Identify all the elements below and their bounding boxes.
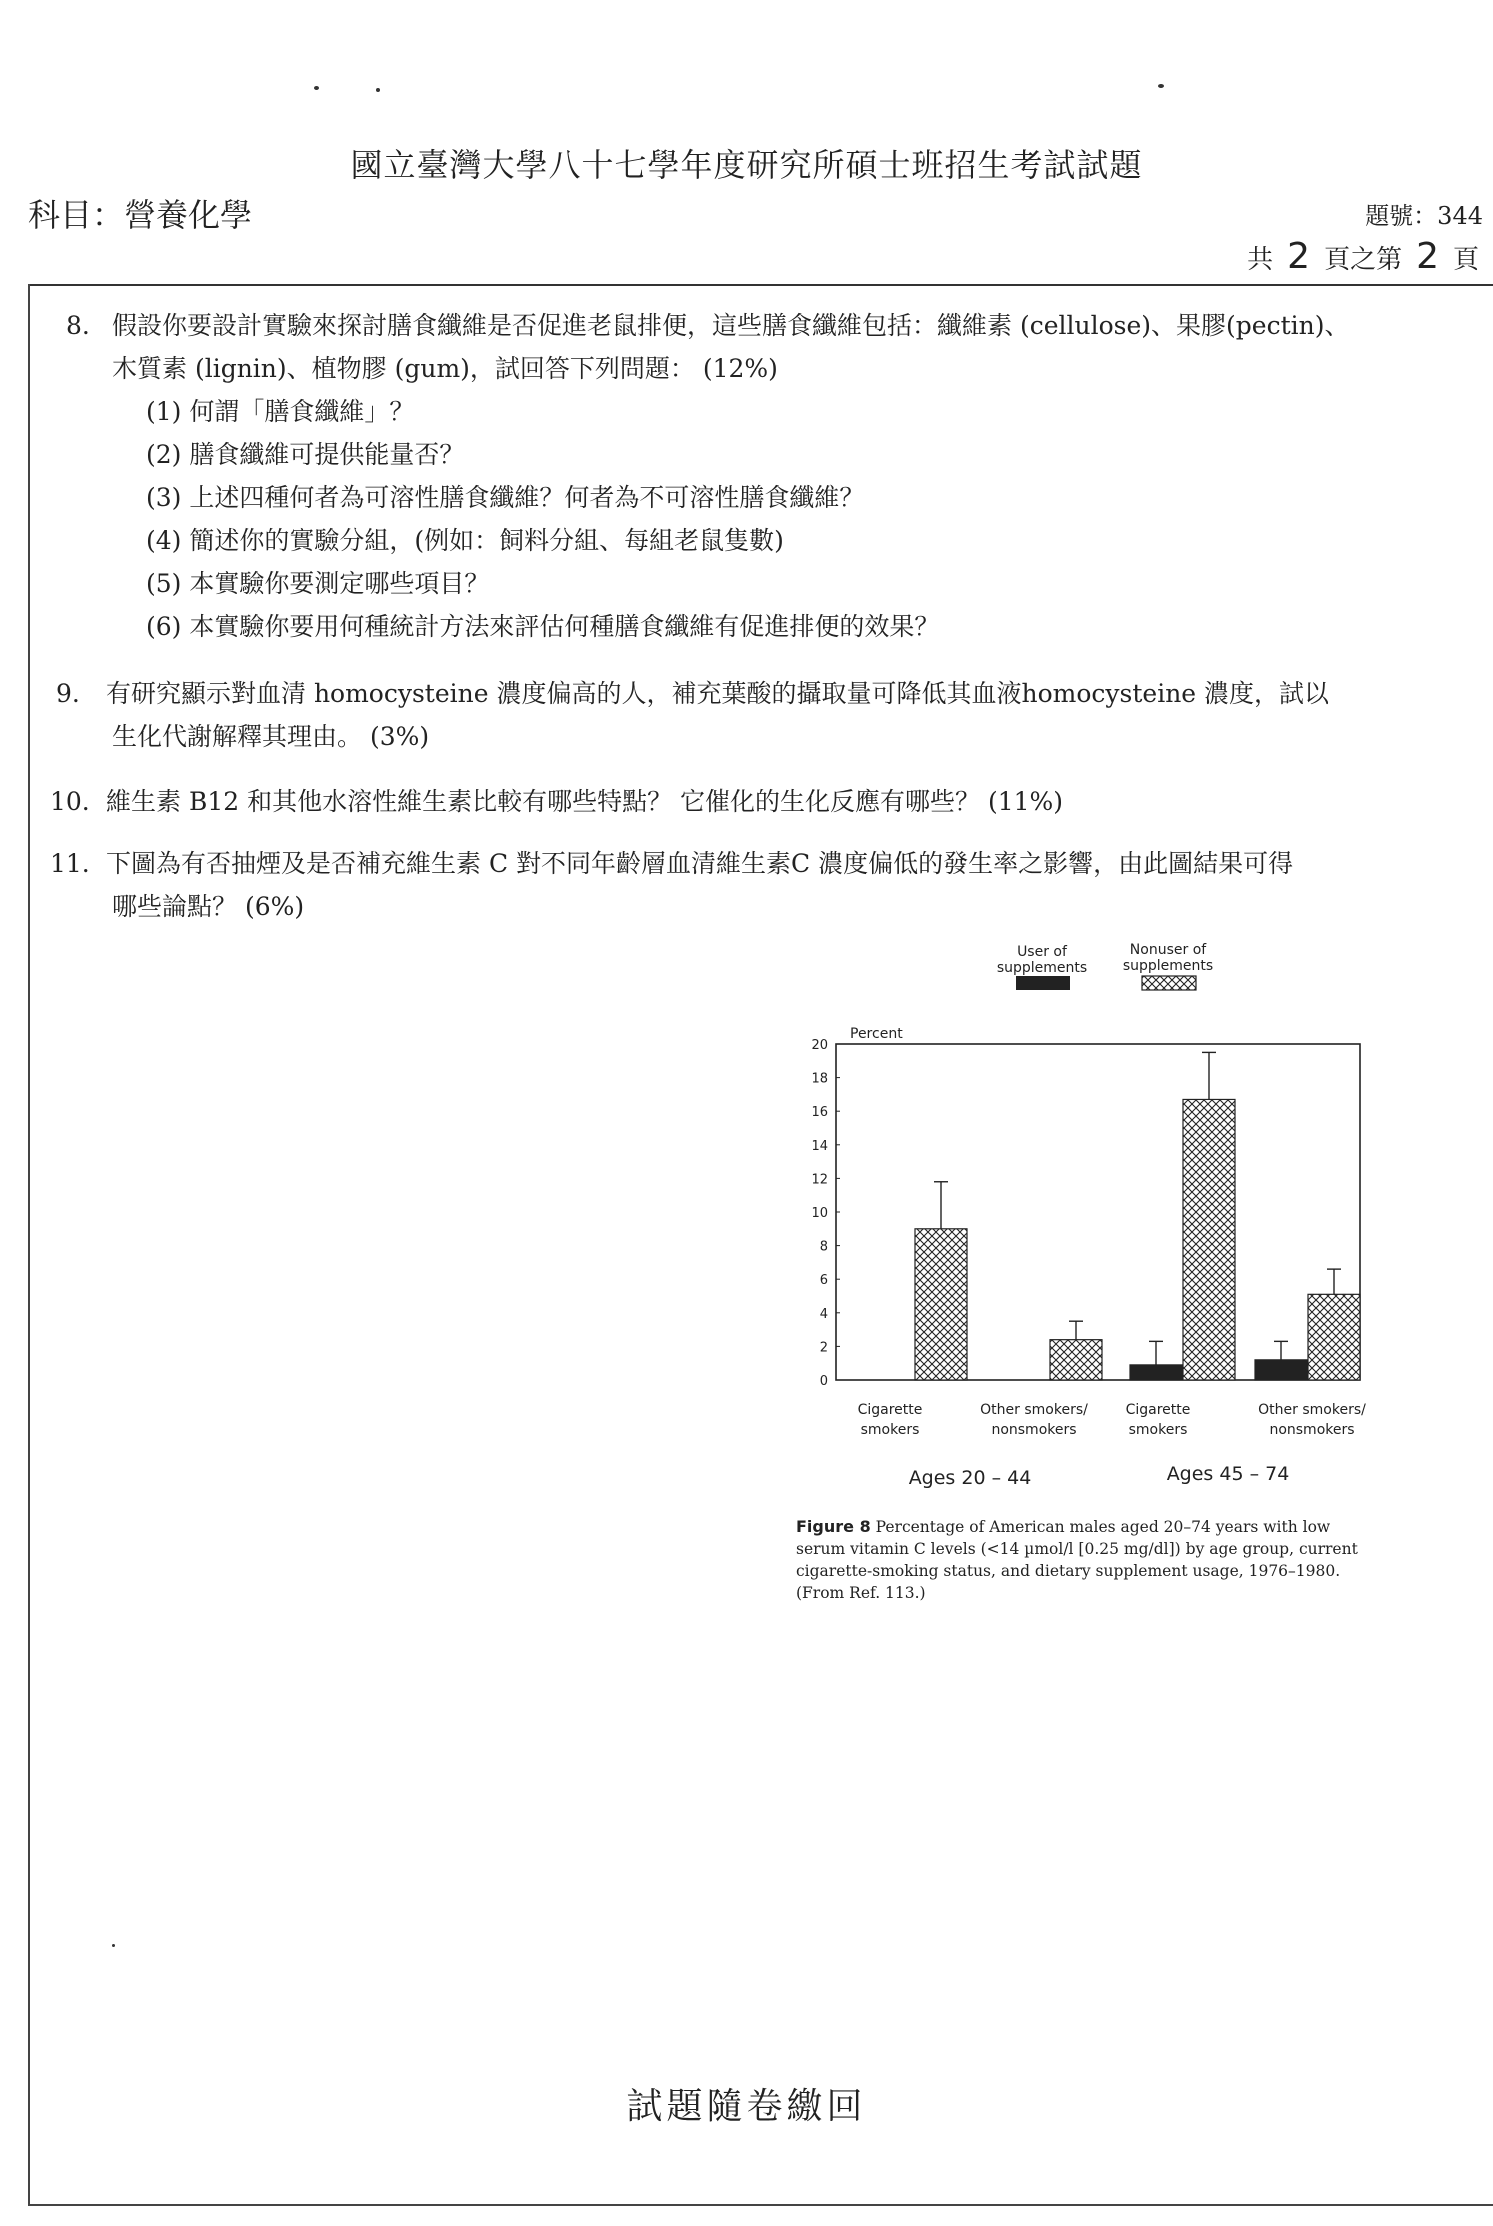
sub-question: (2) 膳食纖維可提供能量否？ [146, 440, 465, 469]
header-divider [28, 284, 1493, 286]
question-text-line: 維生素 B12 和其他水溶性維生素比較有哪些特點？ 它催化的生化反應有哪些？ (11%) [106, 787, 1064, 816]
exam-title: 國立臺灣大學八十七學年度研究所碩士班招生考試試題 [350, 146, 1143, 184]
bar-nonuser [1050, 1340, 1102, 1380]
y-axis-label: Percent [850, 1026, 903, 1042]
question-text-line: 木質素 (lignin)、植物膠 (gum)，試回答下列問題： (12%) [112, 354, 778, 383]
scan-speck [1158, 84, 1164, 88]
y-tick-label: 0 [819, 1374, 828, 1389]
bar-nonuser [1308, 1294, 1360, 1380]
page-prefix: 共 [1247, 245, 1274, 275]
category-label: nonsmokers [991, 1422, 1077, 1438]
y-tick-label: 2 [819, 1340, 828, 1356]
y-tick-label: 4 [819, 1306, 828, 1322]
question-text-line: 哪些論點？ (6%) [112, 892, 305, 921]
question-text-line: 有研究顯示對血清 homocysteine 濃度偏高的人，補充葉酸的攝取量可降低其血液homocysteine 濃度，試以 [106, 679, 1330, 708]
legend-nonuser-swatch [1142, 976, 1196, 990]
return-notice: 試題隨卷繳回 [626, 2086, 867, 2127]
question-text-line: 假設你要設計實驗來探討膳食纖維是否促進老鼠排便，這些膳食纖維包括：纖維素 (cellulose)、果膠(pectin)、 [112, 311, 1350, 340]
category-label: Other smokers/ [980, 1402, 1088, 1418]
y-tick-label: 8 [819, 1239, 828, 1255]
page-info [1247, 236, 1479, 277]
figure-caption [796, 1516, 1376, 1604]
category-label: Cigarette [857, 1402, 923, 1418]
bar-user [1130, 1365, 1182, 1380]
sub-question: (3) 上述四種何者為可溶性膳食纖維？何者為不可溶性膳食纖維？ [146, 483, 865, 512]
sub-question: (6) 本實驗你要用何種統計方法來評估何種膳食纖維有促進排便的效果？ [146, 612, 940, 641]
category-label: nonsmokers [1269, 1422, 1355, 1438]
legend-nonuser-line2: supplements [1122, 958, 1214, 974]
figure-label: Figure 8 [796, 1517, 871, 1536]
sub-question: (1) 何謂「膳食纖維」？ [146, 397, 415, 426]
page-frame-left [28, 284, 30, 2204]
group-label: Ages 45 – 74 [1166, 1463, 1290, 1485]
question-8 [66, 304, 1466, 390]
y-tick-label: 10 [811, 1206, 828, 1221]
y-tick-label: 12 [811, 1172, 828, 1188]
question-text-line: 生化代謝解釋其理由。 (3%) [112, 722, 430, 751]
question-text-line: 下圖為有否抽煙及是否補充維生素 C 對不同年齡層血清維生素C 濃度偏低的發生率之影響，由此圖結果可得 [106, 849, 1294, 878]
figure-caption-text: Percentage of American males aged 20–74 years with low serum vitamin C levels (<14 µmol/l [0.25 mg/dl]) by age group, current cigarette-smoking status, and dietary supplement usage, 1976–1980. (From Ref. 113.) [796, 1518, 1358, 1602]
question-number: 8. [66, 311, 90, 340]
question-10 [50, 780, 1460, 823]
question-number: 11. [50, 849, 90, 878]
y-tick-label: 20 [811, 1038, 828, 1053]
question-8-subitems [146, 390, 1446, 648]
page-middle: 頁之第 [1324, 245, 1403, 275]
category-label: smokers [1128, 1422, 1188, 1438]
page-total: 2 [1287, 236, 1311, 277]
question-11 [50, 842, 1470, 928]
question-code: 題號：344 [1365, 202, 1483, 230]
y-tick-label: 16 [811, 1105, 828, 1121]
legend-user-line2: supplements [996, 960, 1088, 976]
y-tick-label: 6 [819, 1273, 828, 1289]
page-suffix: 頁 [1452, 245, 1479, 275]
figure-8-chart [780, 932, 1400, 1516]
scan-speck [376, 88, 380, 92]
y-tick-label: 14 [811, 1138, 828, 1154]
group-label: Ages 20 – 44 [908, 1467, 1032, 1489]
category-label: Cigarette [1125, 1402, 1191, 1418]
legend-user-swatch [1016, 976, 1070, 990]
bar-user [1255, 1360, 1307, 1380]
question-number: 10. [50, 787, 90, 816]
question-number: 9. [56, 679, 80, 708]
bar-nonuser [915, 1229, 967, 1380]
page-current: 2 [1416, 236, 1439, 277]
bar-chart [780, 932, 1400, 1512]
question-9 [56, 672, 1466, 758]
subject-label: 科目：營養化學 [28, 196, 253, 234]
sub-question: (4) 簡述你的實驗分組，(例如：飼料分組、每組老鼠隻數) [146, 526, 784, 555]
scan-speck [112, 1944, 115, 1947]
category-label: smokers [860, 1422, 920, 1438]
sub-question: (5) 本實驗你要測定哪些項目？ [146, 569, 490, 598]
scan-speck [314, 86, 319, 90]
category-label: Other smokers/ [1258, 1402, 1366, 1418]
y-tick-label: 18 [811, 1071, 828, 1087]
legend-user-line1: User of [1017, 944, 1067, 960]
bar-nonuser [1183, 1099, 1235, 1380]
legend-nonuser-line1: Nonuser of [1129, 942, 1207, 958]
page-frame-bottom [28, 2204, 1493, 2206]
